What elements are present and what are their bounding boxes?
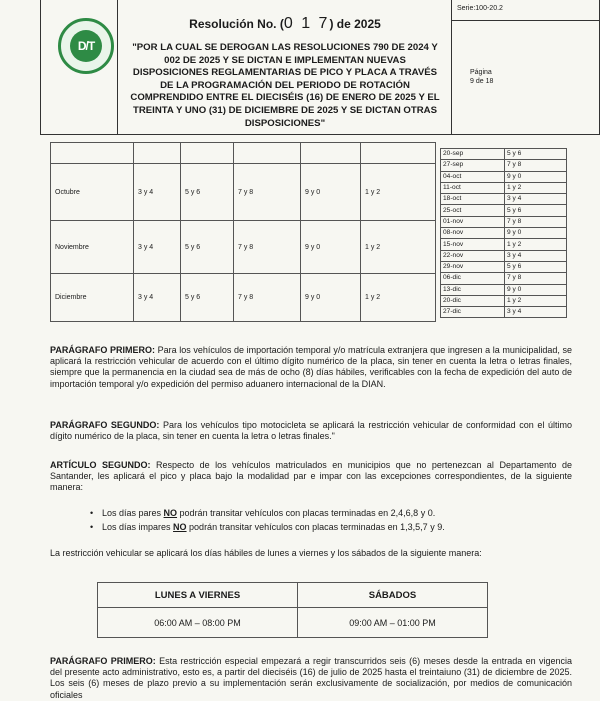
table-cell: [301, 143, 361, 164]
digits-cell: 9 y 0: [301, 274, 361, 322]
resolution-suffix: ) de 2025: [329, 17, 381, 31]
date-digits-cell: 9 y 0: [505, 171, 567, 182]
digits-cell: 5 y 6: [181, 164, 234, 221]
date-cell: 27-sep: [441, 160, 505, 171]
date-cell: 27-dic: [441, 307, 505, 318]
table-row: [441, 160, 567, 171]
date-cell: 04-oct: [441, 171, 505, 182]
date-digits-cell: 1 y 2: [505, 239, 567, 250]
schedule-table: [50, 142, 436, 322]
table-cell: [234, 143, 301, 164]
date-digits-cell: 5 y 6: [505, 261, 567, 272]
date-digits-cell: 7 y 8: [505, 160, 567, 171]
header-divider: [117, 0, 118, 134]
digits-cell: 1 y 2: [361, 221, 436, 274]
table-row: [441, 205, 567, 216]
bullet-item: [90, 522, 572, 533]
table-row: [441, 250, 567, 261]
date-digits-cell: 9 y 0: [505, 228, 567, 239]
bullet-dot: •: [90, 508, 94, 518]
month-cell: Octubre: [51, 164, 134, 221]
date-cell: 18-oct: [441, 194, 505, 205]
table-row: [441, 284, 567, 295]
paragraph-label: PARÁGRAFO PRIMERO:: [50, 656, 156, 666]
date-cell: 08-nov: [441, 228, 505, 239]
month-cell: Noviembre: [51, 221, 134, 274]
article-label: ARTÍCULO SEGUNDO:: [50, 460, 151, 470]
paragraph-segundo: [50, 420, 572, 442]
articulo-segundo: [50, 460, 572, 494]
table-row: [441, 216, 567, 227]
weekday-hours: 06:00 AM – 08:00 PM: [98, 608, 298, 638]
digits-cell: 1 y 2: [361, 274, 436, 322]
date-digits-cell: 5 y 6: [505, 205, 567, 216]
table-row: [51, 221, 436, 274]
date-digits-cell: 3 y 4: [505, 250, 567, 261]
table-cell: [51, 143, 134, 164]
date-digits-cell: 1 y 2: [505, 295, 567, 306]
bullet-text: Los días impares: [102, 522, 174, 532]
page-label: Página: [470, 69, 492, 76]
bullet-text: podrán transitar vehículos con placas terminadas en 1,3,5,7 y 9.: [186, 522, 445, 532]
table-row: [441, 228, 567, 239]
date-digits-cell: 3 y 4: [505, 194, 567, 205]
bullet-emphasis: NO: [173, 522, 187, 532]
digits-cell: 5 y 6: [181, 221, 234, 274]
date-digits-cell: 7 y 8: [505, 216, 567, 227]
digits-cell: 1 y 2: [361, 164, 436, 221]
saturday-hours: 09:00 AM – 01:00 PM: [298, 608, 488, 638]
digits-cell: 5 y 6: [181, 274, 234, 322]
bullet-item: [90, 508, 572, 519]
header-divider: [451, 20, 600, 21]
page-value: 9 de 18: [470, 78, 494, 85]
digits-cell: 3 y 4: [134, 221, 181, 274]
date-digits-cell: 9 y 0: [505, 284, 567, 295]
table-row: [441, 239, 567, 250]
paragraph-primero: [50, 345, 572, 390]
table-row: [441, 171, 567, 182]
logo-text: D/T: [70, 30, 102, 62]
date-digits-cell: 3 y 4: [505, 307, 567, 318]
dates-table: [440, 148, 567, 318]
date-cell: 20-sep: [441, 149, 505, 160]
table-row: [441, 194, 567, 205]
digits-cell: 7 y 8: [234, 274, 301, 322]
page-number: [470, 68, 590, 86]
resolution-title: [125, 15, 445, 33]
resolution-subject: "POR LA CUAL SE DEROGAN LAS RESOLUCIONES 790 DE 2024 Y 002 DE 2025 Y SE DICTAN E IMPLEMENTAN NUEVAS DISPOSICIONES REGLAMENTARIAS DE PICO Y PLACA A TRAVÉS DE LA PROGRAMACIÓN DEL PERIODO DE ROTACIÓN COMPRENDIDO ENTRE EL DIECISÉIS (16) DE ENERO DE 2025 Y EL TREINTA Y UNO (31) DE DICIEMBRE DE 2025 Y SE DICTAN OTRAS DISPOSICIONES": [130, 42, 440, 129]
table-row: [441, 182, 567, 193]
bullet-text: podrán transitar vehículos con placas terminadas en 2,4,6,8 y 0.: [177, 508, 436, 518]
digits-cell: 7 y 8: [234, 164, 301, 221]
paragraph-text: Para los vehículos de importación temporal y/o matrícula extranjera que ingresen a la municipalidad, se aplicará la restricción vehicular de acuerdo con el último dígito numérico de la placa, sin tener en cuenta la letra o letras finales, siempre que la permanencia en la ciudad sea de más de ocho (8) días hábiles, verificables con la fecha de expedición del auto de importación temporal y/o expedición del permiso aduanero internacional de la DIAN.: [50, 345, 572, 389]
date-cell: 01-nov: [441, 216, 505, 227]
table-row: [98, 608, 488, 638]
paragraph-text: Para los vehículos tipo motocicleta se aplicará la restricción vehicular de conformidad con el último dígito numérico de la placa, sin tener en cuenta la letra o letras finales.": [50, 420, 572, 442]
resolution-prefix: Resolución No. (: [189, 17, 284, 31]
table-row: [51, 274, 436, 322]
paragraph-label: PARÁGRAFO PRIMERO:: [50, 345, 155, 355]
date-cell: 20-dic: [441, 295, 505, 306]
digits-cell: 7 y 8: [234, 221, 301, 274]
date-digits-cell: 5 y 6: [505, 149, 567, 160]
resolution-number: 0 1 7: [283, 15, 330, 32]
date-cell: 11-oct: [441, 182, 505, 193]
digits-cell: 9 y 0: [301, 164, 361, 221]
hours-table: [97, 582, 488, 638]
month-cell: Diciembre: [51, 274, 134, 322]
table-row: [441, 307, 567, 318]
weekday-header: LUNES A VIERNES: [98, 583, 298, 608]
table-row: [441, 149, 567, 160]
table-cell: [181, 143, 234, 164]
digits-cell: 3 y 4: [134, 164, 181, 221]
bullet-emphasis: NO: [163, 508, 178, 518]
date-cell: 13-dic: [441, 284, 505, 295]
date-digits-cell: 7 y 8: [505, 273, 567, 284]
date-digits-cell: 1 y 2: [505, 182, 567, 193]
digits-cell: 9 y 0: [301, 221, 361, 274]
table-cell: [361, 143, 436, 164]
date-cell: 15-nov: [441, 239, 505, 250]
paragraph-primero-2: [50, 656, 572, 701]
logo: [58, 18, 114, 74]
date-cell: 25-oct: [441, 205, 505, 216]
paragraph-text: Esta restricción especial empezará a regir transcurridos seis (6) meses desde la entrada en vigencia del presente acto administrativo, esto es, a partir del dieciséis (16) de julio de 2025 hasta el treintaiuno (31) de diciembre de 2025. Los seis (6) meses de plazo previo a su implementación serán exclusivamente de socialización, por medios de comunicación oficiales: [50, 656, 572, 700]
restriction-text: La restricción vehicular se aplicará los días hábiles de lunes a viernes y los sábados de la siguiente manera:: [50, 548, 482, 558]
paragraph-label: PARÁGRAFO SEGUNDO:: [50, 420, 160, 430]
serie-label: Serie:100-20.2: [457, 5, 503, 12]
article-text: Respecto de los vehículos matriculados en municipios que no pertenezcan al Departamento de Santander, les aplicará el pico y placa bajo la modalidad par e impar con las excepciones correspondientes, de la siguiente manera:: [50, 460, 573, 493]
bullet-dot: •: [90, 522, 94, 532]
table-header-row: [98, 583, 488, 608]
table-row: [51, 164, 436, 221]
digits-cell: 3 y 4: [134, 274, 181, 322]
table-row: [441, 295, 567, 306]
date-cell: 29-nov: [441, 261, 505, 272]
date-cell: 06-dic: [441, 273, 505, 284]
table-row: [441, 273, 567, 284]
bullet-text: Los días pares: [102, 508, 164, 518]
saturday-header: SÁBADOS: [298, 583, 488, 608]
date-cell: 22-nov: [441, 250, 505, 261]
table-row: [441, 261, 567, 272]
table-cell: [134, 143, 181, 164]
